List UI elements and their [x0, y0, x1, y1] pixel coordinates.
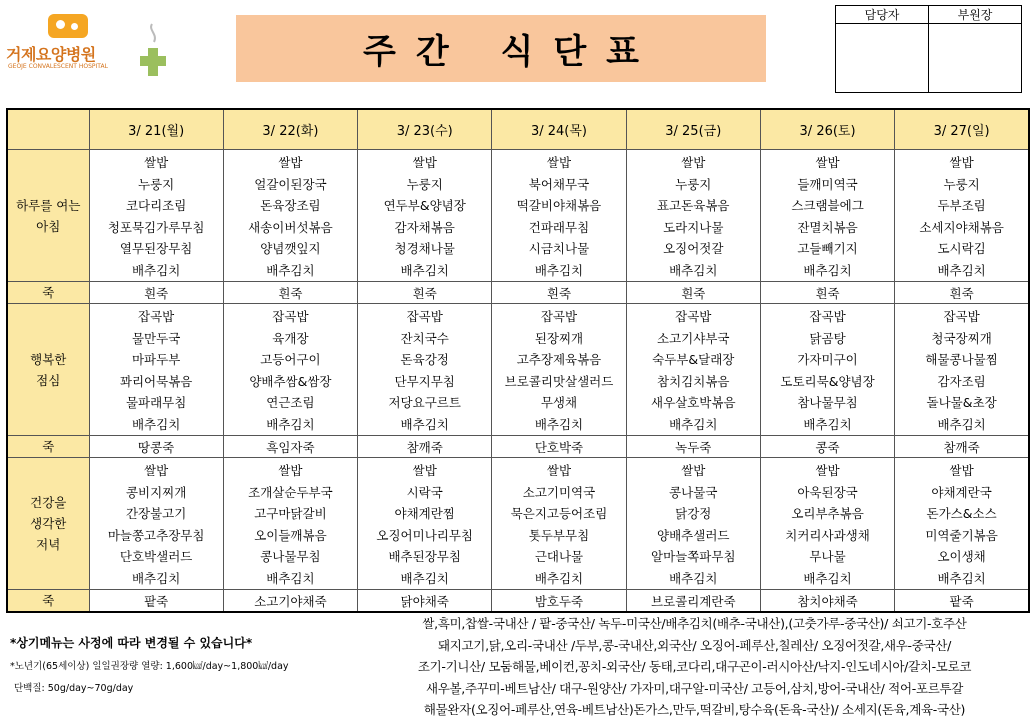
breakfast-cell: [492, 150, 626, 282]
porridge-cell: 브로콜리계란죽: [626, 590, 760, 613]
origin-line: 새우볼,주꾸미-베트남산/ 대구-원양산/ 가자미,대구알-미국산/ 고등어,삼치,방어-국내산/ 적어-포르투갈: [425, 680, 964, 696]
page-title: 주간 식단표: [362, 32, 660, 72]
lunch-cell: [89, 304, 223, 436]
dish: 고등어구이: [260, 352, 321, 367]
hospital-subtitle: GEOJE CONVALESCENT HOSPITAL: [8, 63, 108, 70]
porridge-cell: 흰죽: [223, 282, 357, 304]
porridge-breakfast-label: 죽: [7, 282, 89, 304]
dish: 마파두부: [131, 352, 181, 367]
dish: 오징어미나리무침: [376, 527, 473, 543]
dish: 잔멸치볶음: [797, 219, 858, 235]
origin-line: 조기-기니산/ 모둠해물,베이컨,꽁치-외국산/ 동태,코다리,대구곤이-러시아산/낙지-인도네시아/갈치-모로코: [417, 659, 972, 674]
dish: 두부조림: [937, 198, 986, 213]
dish: 콩비지찌개: [125, 484, 187, 500]
dish: 배추김치: [131, 262, 181, 278]
day-header: 3/ 23(수): [358, 109, 492, 150]
day-header: 3/ 27(일): [895, 109, 1029, 150]
dish: 쌀밥: [144, 155, 169, 170]
dish: 배추김치: [669, 416, 718, 432]
dish: 무나물: [809, 549, 846, 564]
dish: 도라지나물: [663, 219, 724, 235]
dish: 조개살순두부국: [248, 484, 333, 500]
dish: 표고돈육볶음: [657, 198, 730, 213]
breakfast-cell: [895, 150, 1029, 282]
dish: 잔치국수: [400, 330, 449, 346]
day-header: 3/ 21(월): [89, 109, 223, 150]
dish: 쌀밥: [144, 463, 169, 478]
day-header: 3/ 26(토): [760, 109, 894, 150]
change-notice: *상기메뉴는 사정에 따라 변경될 수 있습니다*: [10, 636, 253, 650]
lunch-cell: [760, 304, 894, 436]
porridge-breakfast-row: [7, 282, 1029, 304]
dish: 쌀밥: [949, 463, 974, 478]
dinner-cell: [492, 458, 626, 590]
dish: 오이생채: [937, 549, 986, 564]
origin-info: [357, 613, 1032, 721]
dish: 새우살호박볶음: [651, 395, 736, 410]
porridge-cell: 흰죽: [358, 282, 492, 304]
approval-signature-vice-director[interactable]: [929, 24, 1022, 93]
dish: 양배추샐러드: [657, 527, 730, 543]
dish: 톳두부무침: [528, 527, 590, 543]
dinner-cell: [626, 458, 760, 590]
porridge-cell: 흰죽: [626, 282, 760, 304]
dish: 연두부&양념장: [383, 198, 466, 213]
dish: 스크램블에그: [791, 198, 864, 213]
dinner-label: 건강을 생각한 저녁: [7, 458, 89, 590]
day-header: 3/ 24(목): [492, 109, 626, 150]
dish: 건파래무침: [528, 219, 590, 235]
porridge-cell: 닭야채죽: [358, 590, 492, 613]
dish: 고들빼기지: [797, 241, 858, 256]
dish: 쌀밥: [278, 463, 303, 478]
dish: 연근조림: [266, 395, 315, 410]
dish: 육개장: [272, 330, 309, 346]
dish: 청포묵김가루무침: [107, 219, 205, 235]
dish: 쌀밥: [681, 463, 706, 478]
dish: 잡곡밥: [138, 309, 175, 324]
dish: 배추김치: [400, 570, 449, 586]
porridge-cell: 흰죽: [89, 282, 223, 304]
origin-line: 돼지고기,닭,오리-국내산 /두부,콩-국내산,외국산/ 오징어-페루산,칠레산/ 오징어젓갈,새우-중국산/: [437, 637, 951, 653]
dish: 해물콩나물찜: [925, 352, 998, 367]
dish: 청국장찌개: [931, 330, 992, 346]
breakfast-label: 하루를 여는 아침: [7, 150, 89, 282]
dish: 아욱된장국: [797, 484, 858, 500]
day-header: 3/ 25(금): [626, 109, 760, 150]
dinner-cell: [760, 458, 894, 590]
porridge-cell: 팥죽: [89, 590, 223, 613]
dish: 고추장제육볶음: [516, 352, 602, 367]
porridge-cell: 흑임자죽: [223, 436, 357, 458]
dish: 떡갈비야채볶음: [516, 198, 602, 213]
breakfast-row: [7, 150, 1029, 282]
dish: 배추김치: [937, 570, 986, 586]
dish: 간장불고기: [125, 506, 187, 521]
dish: 무생채: [540, 395, 578, 410]
dish: 쌀밥: [546, 463, 572, 478]
dish: 치커리사과생채: [785, 527, 870, 543]
dish: 배추김치: [803, 262, 852, 278]
dish: 배추김치: [131, 416, 181, 432]
dinner-cell: [223, 458, 357, 590]
dish: 참치김치볶음: [657, 373, 730, 389]
dish: 감자조림: [937, 373, 986, 389]
porridge-cell: 소고기야채죽: [223, 590, 357, 613]
dish: 콩나물국: [669, 484, 718, 500]
dish: 물만두국: [131, 330, 181, 346]
hospital-logo: [6, 10, 186, 80]
approval-signature-manager[interactable]: [836, 24, 929, 93]
breakfast-cell: [760, 150, 894, 282]
dish: 닭강정: [675, 506, 712, 521]
dish: 시락국: [406, 484, 443, 500]
porridge-cell: 콩죽: [760, 436, 894, 458]
dish: 배추김치: [669, 570, 718, 586]
dish: 배추김치: [266, 416, 315, 432]
porridge-cell: 단호박죽: [492, 436, 626, 458]
dish: 숙두부&달래장: [652, 352, 735, 367]
dish: 잡곡밥: [809, 309, 846, 324]
dinner-cell: [895, 458, 1029, 590]
dish: 도토리묵&양념장: [780, 373, 875, 389]
lunch-cell: [223, 304, 357, 436]
dish: 브로콜리맛살샐러드: [504, 373, 614, 389]
dinner-cell: [89, 458, 223, 590]
logo-icon: [48, 14, 88, 38]
dish: 알마늘쪽파무침: [651, 549, 736, 564]
porridge-cell: 참깨죽: [895, 436, 1029, 458]
porridge-lunch-label: 죽: [7, 436, 89, 458]
porridge-dinner-label: 죽: [7, 590, 89, 613]
dish: 열무된장무침: [119, 241, 193, 256]
dish: 배추김치: [266, 570, 315, 586]
lunch-cell: [358, 304, 492, 436]
dish: 누룽지: [675, 176, 712, 192]
dinner-row: [7, 458, 1029, 590]
dish: 잡곡밥: [943, 309, 980, 324]
weekly-menu-table: [6, 108, 1030, 613]
dish: 고구마닭갈비: [254, 506, 327, 521]
dish: 돌나물&초장: [926, 395, 997, 410]
porridge-cell: 흰죽: [895, 282, 1029, 304]
lunch-cell: [492, 304, 626, 436]
dish: 콩나물무침: [260, 549, 321, 564]
dish: 쌀밥: [949, 155, 974, 170]
notes: [10, 634, 355, 694]
dish: 얼갈이된장국: [254, 176, 327, 192]
dish: 야채계란국: [931, 484, 992, 500]
dish: 배추김치: [803, 416, 852, 432]
dish: 쌀밥: [412, 155, 437, 170]
dish: 배추김치: [803, 570, 852, 586]
dish: 쌀밥: [546, 155, 572, 170]
dish: 시금치나물: [528, 241, 590, 256]
dish: 배추김치: [669, 262, 718, 278]
dish: 쌀밥: [815, 155, 840, 170]
cross-icon: [138, 20, 174, 80]
dish: 마늘쫑고추장무침: [107, 527, 205, 543]
dish: 배추김치: [131, 570, 181, 586]
porridge-cell: 참치야채죽: [760, 590, 894, 613]
dish: 야채계란찜: [394, 506, 455, 521]
calorie-note: *노년기(65세이상) 일일권장량 열량: 1,600㎉/day~1,800㎉/day: [10, 661, 289, 672]
dish: 꽈리어묵볶음: [119, 373, 193, 389]
corner-cell: [7, 109, 89, 150]
dish: 미역줄기볶음: [925, 527, 998, 543]
origin-line: 해물완자(오징어-페루산,연육-베트남산)돈가스,만두,떡갈비,탕수육(돈육-국산)/ 소세지(돈육,계육-국산): [423, 702, 966, 717]
breakfast-cell: [89, 150, 223, 282]
dish: 물파래무침: [125, 395, 187, 410]
title-banner: [236, 15, 766, 82]
dish: 감자채볶음: [394, 219, 455, 235]
dish: 양배추쌈&쌈장: [249, 373, 332, 389]
dish: 누룽지: [138, 176, 175, 192]
dish: 잡곡밥: [540, 309, 578, 324]
dish: 묵은지고등어조림: [510, 506, 608, 521]
dish: 쌀밥: [412, 463, 437, 478]
lunch-cell: [626, 304, 760, 436]
dish: 저당요구르트: [388, 395, 461, 410]
lunch-row: [7, 304, 1029, 436]
date-header-row: [7, 109, 1029, 150]
dish: 오이들깨볶음: [254, 527, 327, 543]
porridge-dinner-row: [7, 590, 1029, 613]
dish: 배추김치: [937, 262, 986, 278]
dish: 가자미구이: [797, 352, 858, 367]
porridge-cell: 흰죽: [760, 282, 894, 304]
dish: 잡곡밥: [675, 309, 712, 324]
dish: 잡곡밥: [272, 309, 309, 324]
dish: 배추김치: [534, 416, 584, 432]
porridge-cell: 참깨죽: [358, 436, 492, 458]
dish: 배추김치: [400, 262, 449, 278]
dish: 소고기샤부국: [657, 330, 730, 346]
dish: 배추된장무침: [388, 549, 461, 564]
approval-header-vice-director: 부원장: [929, 6, 1022, 24]
dish: 오징어젓갈: [663, 241, 724, 256]
dish: 북어채무국: [528, 176, 590, 192]
dish: 새송이버섯볶음: [248, 219, 333, 235]
breakfast-cell: [626, 150, 760, 282]
dish: 청경채나물: [394, 241, 455, 256]
dish: 배추김치: [534, 570, 584, 586]
day-header: 3/ 22(화): [223, 109, 357, 150]
lunch-cell: [895, 304, 1029, 436]
breakfast-cell: [223, 150, 357, 282]
porridge-cell: 녹두죽: [626, 436, 760, 458]
dish: 누룽지: [406, 176, 443, 192]
dish: 돈가스&소스: [926, 506, 997, 521]
porridge-cell: 흰죽: [492, 282, 626, 304]
dish: 소고기미역국: [522, 484, 596, 500]
dish: 배추김치: [534, 262, 584, 278]
dish: 닭곰탕: [809, 330, 846, 346]
dish: 돈육장조림: [260, 198, 321, 213]
breakfast-cell: [358, 150, 492, 282]
dish: 쌀밥: [815, 463, 840, 478]
dish: 소세지야채볶음: [919, 219, 1004, 235]
porridge-cell: 땅콩죽: [89, 436, 223, 458]
porridge-lunch-row: [7, 436, 1029, 458]
dish: 참나물무침: [797, 395, 858, 410]
dish: 된장찌개: [534, 330, 584, 346]
dish: 배추김치: [400, 416, 449, 432]
dish: 단호박샐러드: [119, 549, 193, 564]
dish: 오리부추볶음: [791, 506, 864, 521]
dish: 쌀밥: [681, 155, 706, 170]
porridge-cell: 밤호두죽: [492, 590, 626, 613]
dish: 누룽지: [943, 176, 980, 192]
dish: 잡곡밥: [406, 309, 443, 324]
porridge-cell: 팥죽: [895, 590, 1029, 613]
dish: 배추김치: [266, 262, 315, 278]
dish: 단무지무침: [394, 373, 455, 389]
dish: 양념깻잎지: [260, 241, 321, 256]
dinner-cell: [358, 458, 492, 590]
dish: 쌀밥: [278, 155, 303, 170]
protein-note: 단백질: 50g/day~70g/day: [14, 683, 134, 694]
dish: 배추김치: [937, 416, 986, 432]
dish: 근대나물: [534, 549, 584, 564]
dish: 코다리조림: [125, 198, 187, 213]
approval-box: [835, 5, 1022, 93]
lunch-label: 행복한 점심: [7, 304, 89, 436]
dish: 도시락김: [937, 241, 986, 256]
dish: 돈육강정: [400, 352, 449, 367]
origin-line: 쌀,흑미,찹쌀-국내산 / 팥-중국산/ 녹두-미국산/배추김치(배추-국내산),(고춧가루-중국산)/ 쇠고기-호주산: [422, 616, 967, 631]
dish: 들깨미역국: [797, 176, 858, 192]
hospital-name: 거제요양병원: [6, 45, 96, 64]
approval-header-manager: 담당자: [836, 6, 929, 24]
